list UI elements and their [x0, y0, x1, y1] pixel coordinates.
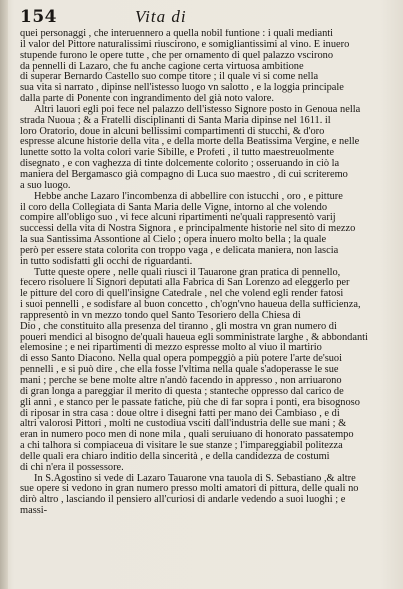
text-line: eran in numero poco men di none mila , quali seruiuano di honorato passatempo	[20, 430, 354, 441]
text-line: mani ; perche se bene molte altre n'andò facendo in appresso , non arriuarono	[20, 376, 342, 386]
page-header	[20, 7, 393, 27]
text-line: a chi talhora si compiaceua di visitare le sue stanze ; l'impareggiabil politezza	[20, 441, 343, 452]
paragraph	[20, 192, 393, 268]
text-line: poueri mendici al bisogno de'quali haueua egli somministrate larghe , & abbondanti	[20, 332, 368, 343]
text-line: altri valorosi Pittori , molti ne custodiua vsciti dall'industria delle sue mani ; &	[20, 419, 347, 430]
text-line: il valor del Pittore naturalissimi riuscirono, e somigliantissimi al vino. E inuero	[20, 39, 350, 50]
text-line: successi della vita di Nostra Signora , e principalmente historie nel sito di mezzo	[20, 224, 356, 235]
text-line: In S.Agostino si vede di Lazaro Tauarone vna tauola di S. Sebastiano ,& altre	[34, 473, 356, 484]
text-line: però per essere stata colorita con troppo vaga , e delicata maniera, non lascia	[20, 245, 339, 256]
text-line: il coro della Collegiata di Santa Maria delle Vigne, intorno al che volendo	[20, 202, 328, 213]
text-line: di riposar in stra casa : doue oltre i disegni fatti per mano dei Cambiaso , e di	[20, 408, 340, 419]
text-line: di esso Santo Diacono. Nella qual opera pompeggiò a più potere l'arte de'suoi	[20, 354, 343, 365]
text-line: sue opere si vedono in gran numero presso molti amatori di pittura, delle quali no	[20, 484, 359, 495]
paragraph	[20, 29, 393, 105]
text-line: disegnato , e con vaghezza di tinte dolcemente colorito ; osseruando in ciò la	[20, 159, 340, 170]
page-number: 154	[20, 7, 57, 27]
text-line: le pitture del coro di quell'insigne Catedrale , nel che volend egli render fatosi	[20, 289, 344, 300]
text-line: stupende furono le opere tutte , che per ornamento di quel palazzo vscirono	[20, 50, 334, 61]
text-line: dalla parte di Ponente con ingrandimento del già noto valore.	[20, 94, 274, 105]
text-line: sua vita si narrato , dipinse nell'istesso luogo vn salotto , e la loggia principale	[20, 83, 344, 94]
text-line: quei personaggi , che interuennero a quella nobil funtione : i quali medianti	[20, 29, 334, 39]
text-line: strada Nuoua ; & a Fratelli disciplinanti di Santa Maria dipinse nel 1611. il	[20, 115, 331, 126]
text-line: i suoi pennelli , e sodisfare al buon concetto , ch'ogn'vno haueua della sufficienza,	[20, 300, 361, 311]
text-line: Dio , che constituito alla presenza del tiranno , gli mostra vn gran numero di	[20, 321, 337, 332]
text-line: la sua Santissima Assontione al Cielo ; opera inuero molto bella ; la quale	[20, 235, 327, 246]
page-body	[20, 29, 393, 517]
text-line: Hebbe anche Lazaro l'incombenza di abbellire con istucchi , oro , e pitture	[34, 191, 343, 202]
text-line: fecero risoluere li Signori deputati alla Fabrica di San Lorenzo ad eleggerlo per	[20, 278, 350, 289]
text-line: gli anni , e stanco per le passate fatiche, più che di far sopra i ponti, era bisognoso	[20, 397, 360, 408]
text-line: rappresentò in vn mezzo tondo quel Santo Tesoriero della Chiesa di	[20, 310, 301, 321]
running-title: Vita di	[135, 7, 187, 26]
text-line: loro Oratorio, doue in alcuni bellissimi compartimenti di stucchi, & d'oro	[20, 126, 325, 137]
text-line: da pennelli di Lazaro, che fu anche cagione certa virtuosa ambitione	[20, 61, 304, 72]
text-line: lunette sotto la volta colori varie Sibille, e Profeti , il tutto maestreuolmente	[20, 148, 334, 159]
text-line: Altri lauori egli poi fece nel palazzo dell'istesso Signore posto in Genoua nella	[34, 104, 361, 115]
text-line: massi-	[20, 506, 48, 517]
text-line: di superar Bernardo Castello suo compe titore ; il quale vi si come nella	[20, 72, 319, 83]
paragraph	[20, 105, 393, 192]
text-line: di gran longa a pareggiar il merito di questa ; stanteche oppresso dal carico de	[20, 386, 344, 397]
text-line: in tutto sodisfatti gli occhi de riguardanti.	[20, 256, 193, 267]
text-line: dirò altro , lasciando il pensiero all'curiosi di andarle vedendo a suoi luoghi ; e	[20, 495, 346, 506]
text-line: Tutte queste opere , nelle quali riuscì il Tauarone gran pratica di pennello,	[34, 267, 341, 278]
text-line: delle quali era chiaro inditio della sincerità , e della candidezza de costumi	[20, 451, 330, 462]
binding-gutter	[0, 0, 8, 589]
text-line: di chi n'era il possessore.	[20, 462, 124, 473]
text-line: a suo luogo.	[20, 180, 71, 191]
text-line: compire all'obligo suo , vi fece alcuni ripartimenti ne'quali rappresentò varij	[20, 213, 336, 224]
paragraph	[20, 474, 393, 517]
text-line: pennelli , e si può dire , che ella fosse l'vltima nella quale s'adoperasse le sue	[20, 365, 339, 376]
text-line: elemosine ; e nei ripartimenti di mezzo espresse molto al viuo il martirio	[20, 343, 322, 354]
text-line: espresse alcune historie della vita , e della morte della Beatissima Vergine, e nelle	[20, 137, 360, 148]
text-line: maniera del Bergamasco già compagno di Luca suo maestro , di cui scriteremo	[20, 169, 348, 180]
paragraph	[20, 268, 393, 474]
